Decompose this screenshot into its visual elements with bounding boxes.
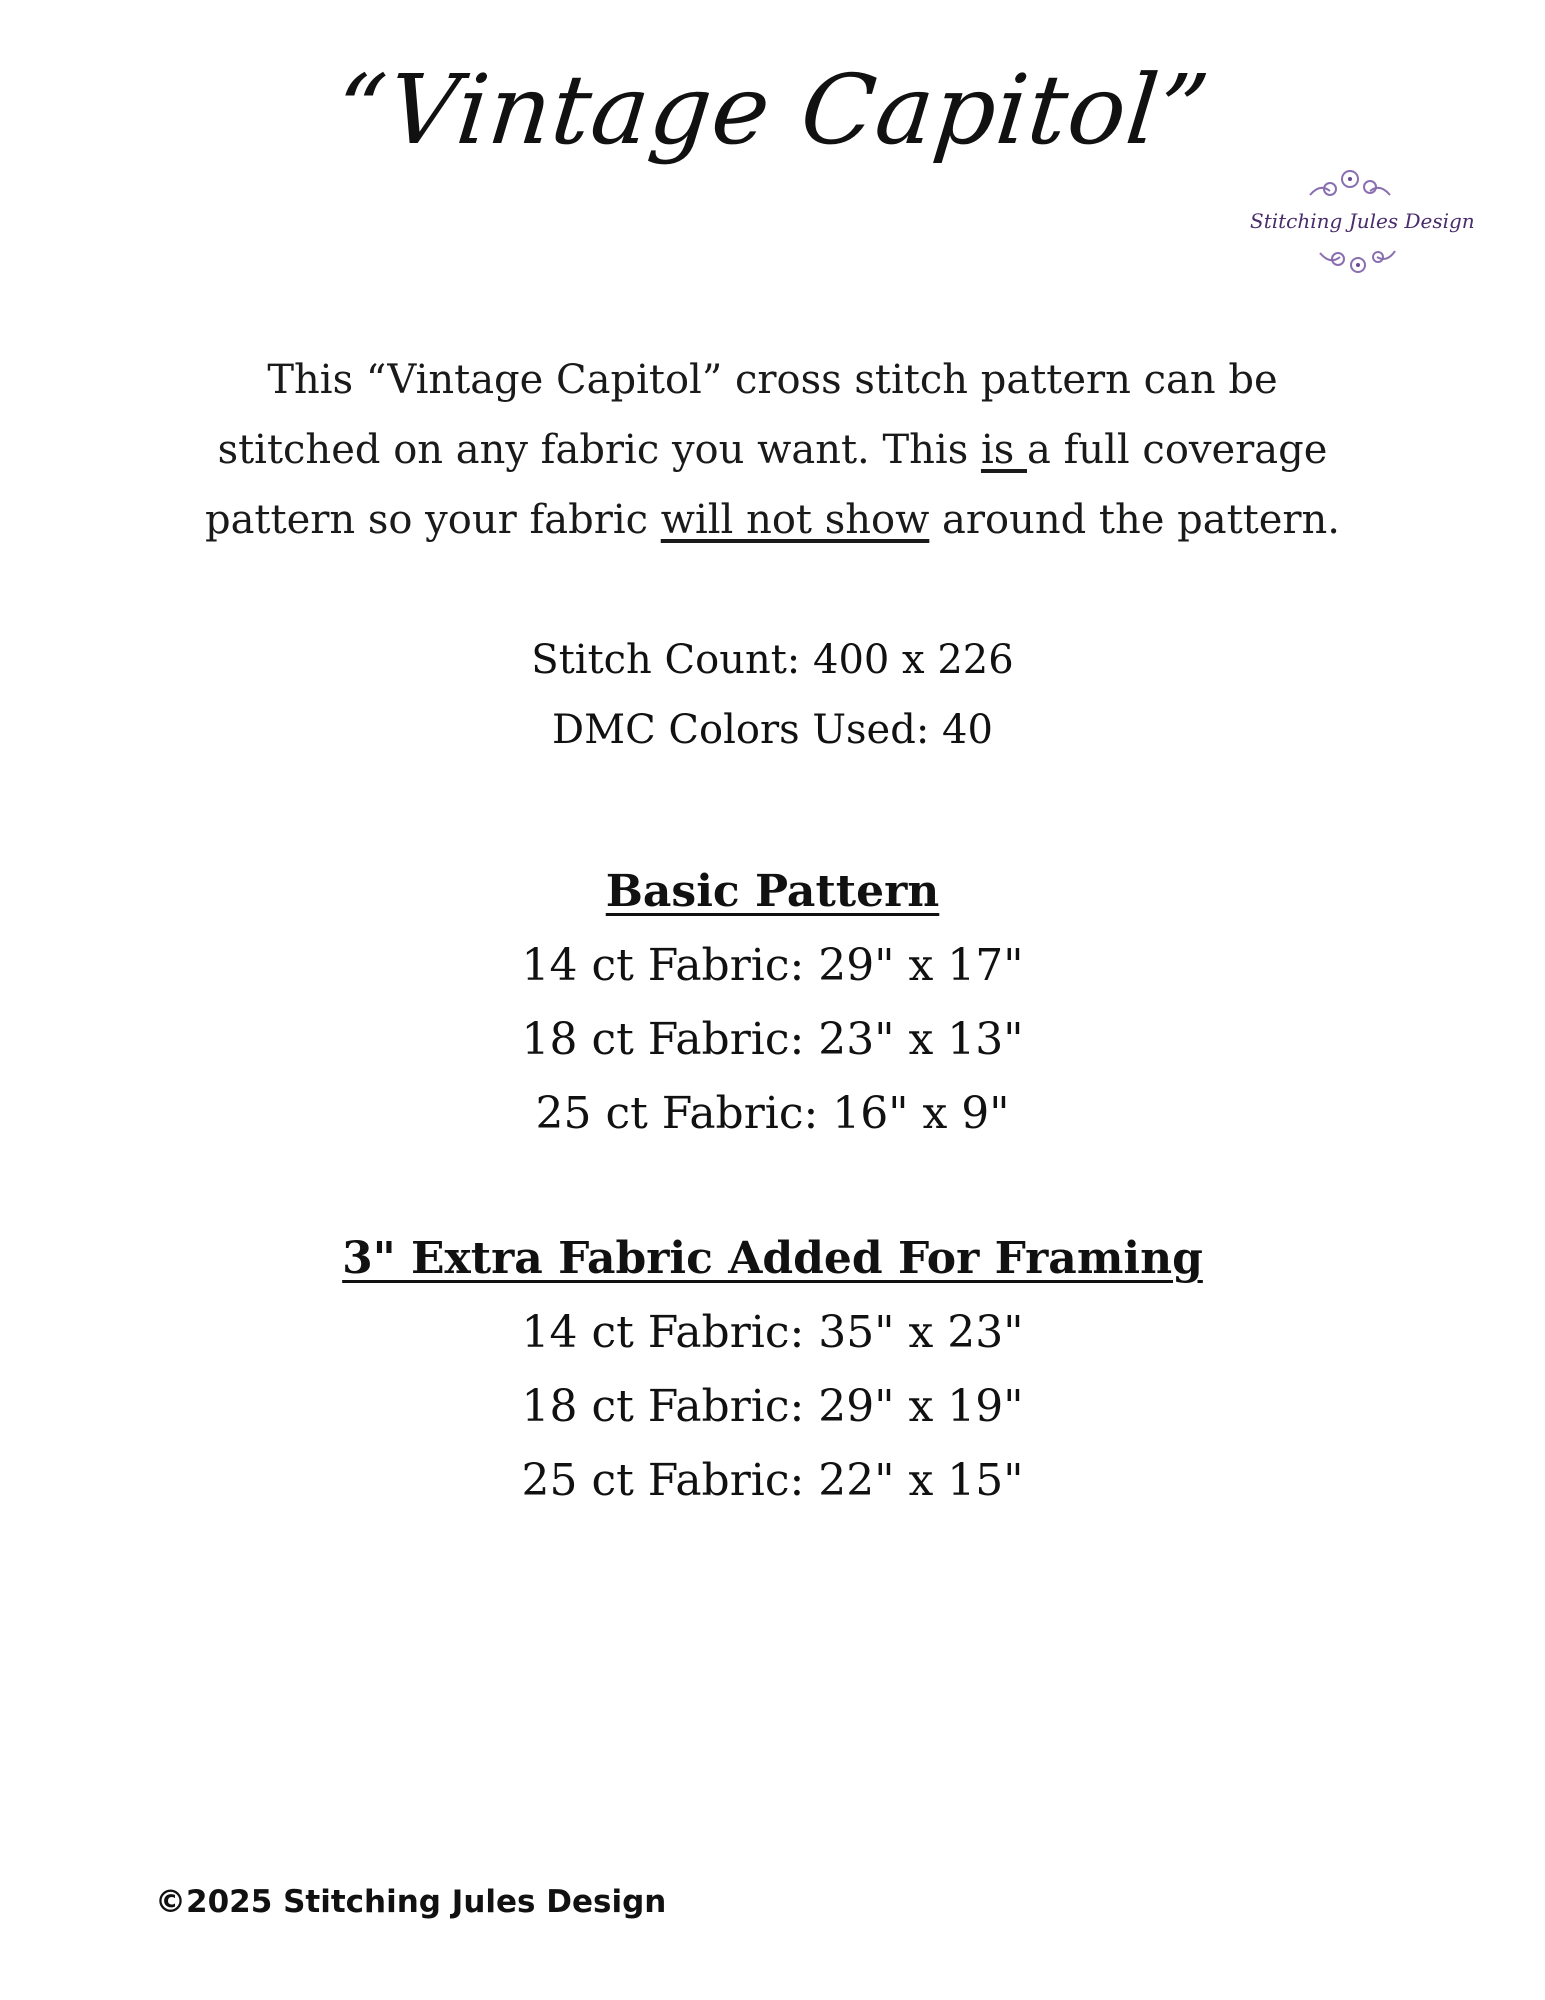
stitch-count: Stitch Count: 400 x 226 xyxy=(531,637,1014,683)
extra-row-18ct: 18 ct Fabric: 29" x 19" xyxy=(521,1381,1024,1432)
intro-line-3 xyxy=(140,485,1405,555)
brand-logo xyxy=(1250,165,1475,285)
intro-line-1: This “Vintage Capitol” cross stitch pattern can be xyxy=(267,357,1278,403)
basic-row-25ct: 25 ct Fabric: 16" x 9" xyxy=(535,1088,1010,1139)
intro-line-3-end: around the pattern. xyxy=(929,497,1341,543)
intro-line-2-end: a full coverage xyxy=(1027,427,1328,473)
pattern-stats xyxy=(0,625,1545,765)
intro-line-2-start: stitched on any fabric you want. This xyxy=(217,427,981,473)
copyright-footer: ©2025 Stitching Jules Design xyxy=(155,1884,667,1920)
intro-paragraph xyxy=(140,345,1405,555)
dmc-colors-used: DMC Colors Used: 40 xyxy=(552,707,993,753)
extra-row-14ct: 14 ct Fabric: 35" x 23" xyxy=(521,1307,1024,1358)
basic-row-18ct: 18 ct Fabric: 23" x 13" xyxy=(521,1014,1024,1065)
basic-row-14ct: 14 ct Fabric: 29" x 17" xyxy=(521,940,1024,991)
basic-pattern-heading: Basic Pattern xyxy=(605,866,940,917)
intro-line-3-start: pattern so your fabric xyxy=(204,497,661,543)
extra-fabric-section xyxy=(0,1222,1545,1518)
intro-emphasis-will-not-show: will not show xyxy=(660,497,930,543)
page-title: “Vintage Capitol” xyxy=(330,54,1215,166)
extra-row-25ct: 25 ct Fabric: 22" x 15" xyxy=(521,1455,1024,1506)
intro-emphasis-is: is xyxy=(980,427,1027,473)
logo-text: Stitching Jules Design xyxy=(1250,209,1475,233)
extra-fabric-heading: 3" Extra Fabric Added For Framing xyxy=(342,1233,1203,1284)
basic-pattern-section xyxy=(0,855,1545,1151)
intro-line-2 xyxy=(140,415,1405,485)
